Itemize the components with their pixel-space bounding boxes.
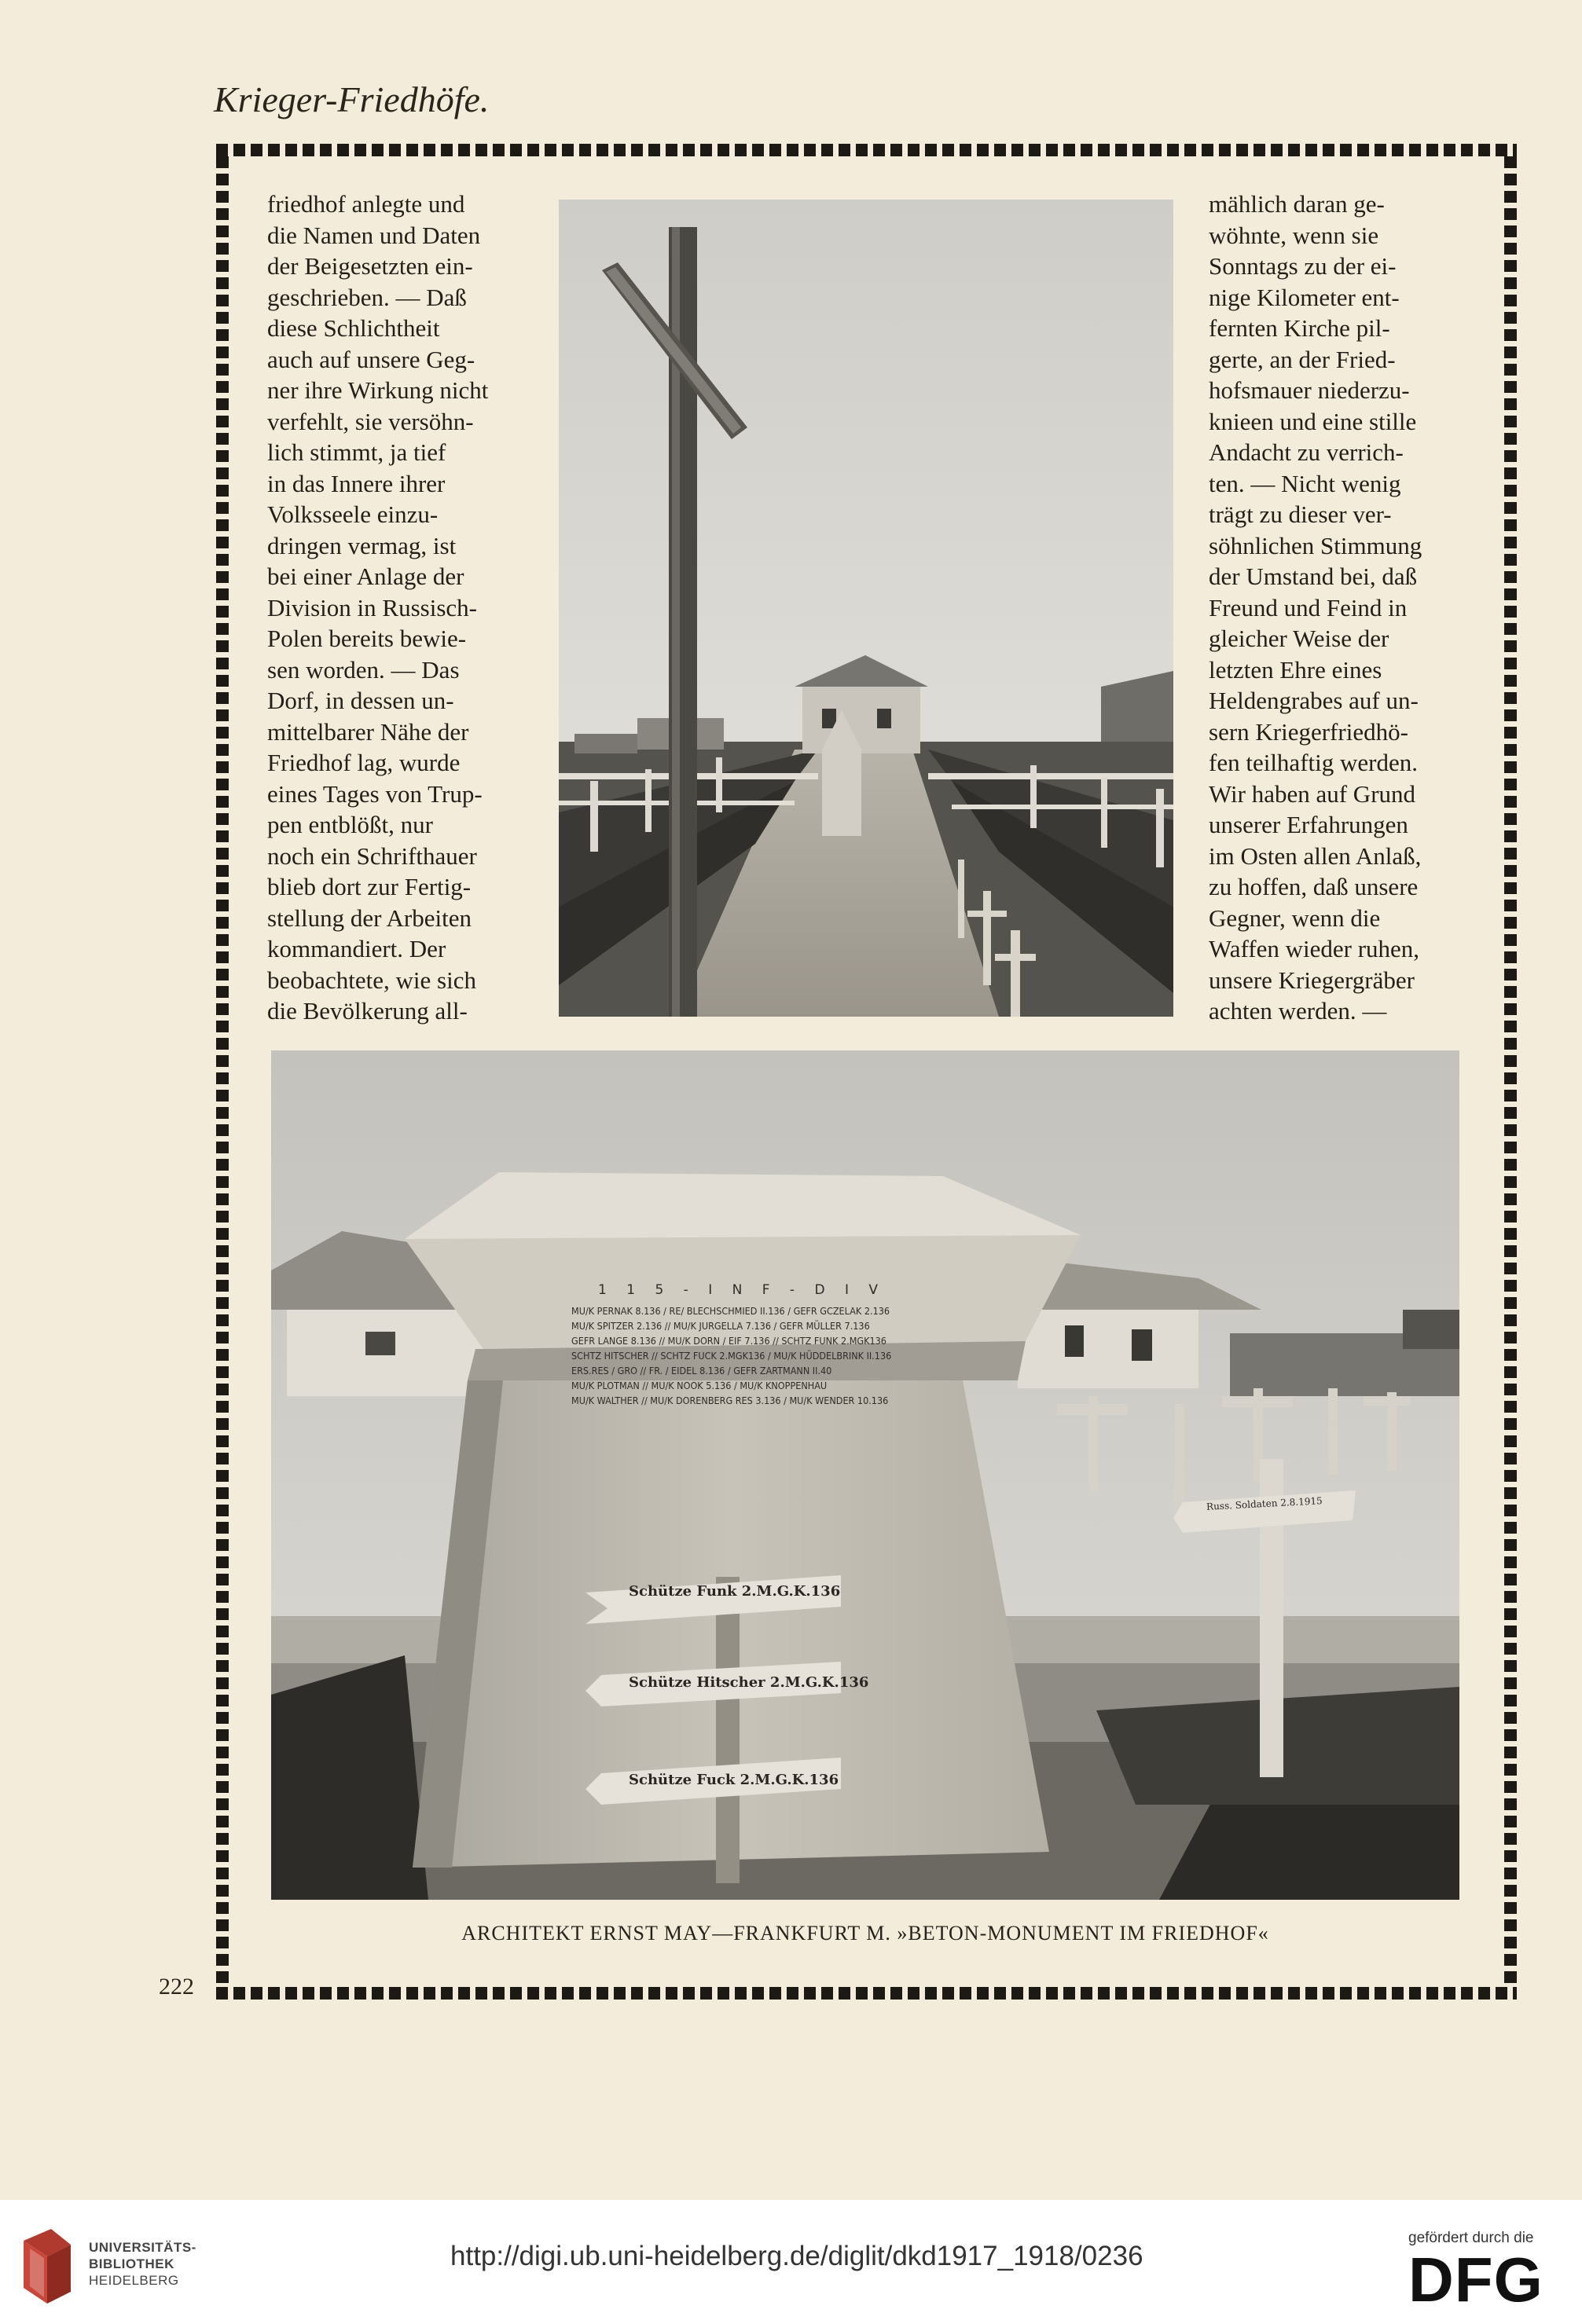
decorative-border-bottom bbox=[216, 1987, 1517, 2000]
text-line: fen teilhaftig werden. bbox=[1209, 749, 1418, 776]
photo-caption: ARCHITEKT ERNST MAY—FRANKFURT M. »BETON-MONUMENT IM FRIEDHOF« bbox=[461, 1922, 1269, 1945]
text-line: im Osten allen Anlaß, bbox=[1209, 841, 1422, 870]
document-url-link[interactable]: http://digi.ub.uni-heidelberg.de/diglit/dkd1917_1918/0236 bbox=[450, 2241, 1143, 2271]
text-line: dringen vermag, ist bbox=[267, 531, 457, 559]
grave-sign-3: Schütze Fuck 2.M.G.K.136 bbox=[629, 1772, 839, 1788]
text-line: nige Kilometer ent- bbox=[1209, 283, 1400, 311]
text-line: mittelbarer Nähe der bbox=[267, 717, 469, 746]
text-line: in das Innere ihrer bbox=[267, 469, 446, 497]
footer-bar bbox=[0, 2200, 1582, 2324]
text-line: knieen und eine stille bbox=[1209, 407, 1417, 435]
text-line: Dorf, in dessen un- bbox=[267, 687, 454, 714]
text-line: mählich daran ge- bbox=[1209, 190, 1385, 218]
text-line: hofsmauer niederzu- bbox=[1209, 376, 1410, 404]
text-line: trägt zu dieser ver- bbox=[1209, 500, 1392, 528]
text-line: auch auf unsere Geg- bbox=[267, 345, 475, 373]
text-line: der Umstand bei, daß bbox=[1209, 563, 1418, 590]
text-line: noch ein Schrifthauer bbox=[267, 841, 477, 870]
library-logo-icon bbox=[16, 2225, 79, 2311]
text-line: Andacht zu verrich- bbox=[1209, 438, 1404, 466]
text-line: die Bevölkerung all- bbox=[267, 997, 468, 1025]
text-line: unsere Kriegergräber bbox=[1209, 966, 1415, 994]
inscription-line: MU/K PERNAK 8.136 / RE/ BLECHSCHMIED II.136 / GEFR GCZELAK 2.136 bbox=[571, 1305, 890, 1317]
text-line: Division in Russisch- bbox=[267, 593, 477, 621]
text-line: Volksseele einzu- bbox=[267, 500, 439, 528]
monument-header-inscription: 1 1 5 - I N F - D I V bbox=[598, 1282, 886, 1298]
text-line: Gegner, wenn die bbox=[1209, 904, 1381, 932]
text-line: ner ihre Wirkung nicht bbox=[267, 376, 489, 404]
text-line: lich stimmt, ja tief bbox=[267, 438, 446, 466]
inscription-line: GEFR LANGE 8.136 // MU/K DORN / EIF 7.136 // SCHTZ FUNK 2.MGK136 bbox=[571, 1335, 886, 1347]
inscription-line: MU/K SPITZER 2.136 // MU/K JURGELLA 7.136 / GEFR MÜLLER 7.136 bbox=[571, 1320, 870, 1332]
text-line: bei einer Anlage der bbox=[267, 563, 464, 590]
text-line: sern Kriegerfriedhö- bbox=[1209, 717, 1408, 746]
text-line: diese Schlichtheit bbox=[267, 314, 440, 342]
page-number: 222 bbox=[159, 1974, 194, 2000]
cross-sign: Russ. Soldaten 2.8.1915 bbox=[1206, 1495, 1323, 1512]
text-line: Polen bereits bewie- bbox=[267, 625, 467, 652]
grave-sign-2: Schütze Hitscher 2.M.G.K.136 bbox=[629, 1674, 869, 1691]
text-line: geschrieben. — Daß bbox=[267, 283, 467, 311]
text-line: ten. — Nicht wenig bbox=[1209, 469, 1401, 497]
text-line: fernten Kirche pil- bbox=[1209, 314, 1390, 342]
inscription-line: MU/K WALTHER // MU/K DORENBERG RES 3.136 / MU/K WENDER 10.136 bbox=[571, 1395, 889, 1406]
text-line: letzten Ehre eines bbox=[1209, 655, 1382, 684]
text-line: gerte, an der Fried- bbox=[1209, 345, 1396, 373]
text-line: verfehlt, sie versöhn- bbox=[267, 407, 474, 435]
text-line: kommandiert. Der bbox=[267, 935, 446, 962]
text-line: unserer Erfahrungen bbox=[1209, 811, 1408, 838]
left-text-column bbox=[267, 189, 525, 1027]
text-line: söhnlichen Stimmung bbox=[1209, 531, 1422, 559]
text-line: beobachtete, wie sich bbox=[267, 966, 476, 994]
decorative-border-left bbox=[216, 156, 229, 1987]
text-line: gleicher Weise der bbox=[1209, 625, 1389, 652]
library-name-line: HEIDELBERG bbox=[89, 2273, 179, 2288]
text-line: der Beigesetzten ein- bbox=[267, 252, 473, 280]
monument-photo bbox=[271, 1050, 1459, 1900]
text-line: die Namen und Daten bbox=[267, 221, 481, 249]
grave-sign-1: Schütze Funk 2.M.G.K.136 bbox=[629, 1583, 841, 1600]
funded-by-label: gefördert durch die bbox=[1408, 2230, 1534, 2246]
dfg-logo: DFG bbox=[1408, 2245, 1543, 2315]
decorative-border-right bbox=[1504, 156, 1517, 1987]
text-line: blieb dort zur Fertig- bbox=[267, 873, 472, 900]
library-name-line: BIBLIOTHEK bbox=[89, 2256, 174, 2271]
monument-name-list bbox=[571, 1303, 1011, 1408]
text-line: Sonntags zu der ei- bbox=[1209, 252, 1397, 280]
text-line: sen worden. — Das bbox=[267, 655, 460, 684]
inscription-line: MU/K PLOTMAN // MU/K NOOK 5.136 / MU/K KNOPPENHAU bbox=[571, 1380, 828, 1391]
cemetery-photo bbox=[559, 200, 1173, 1017]
text-line: wöhnte, wenn sie bbox=[1209, 221, 1379, 249]
text-line: Friedhof lag, wurde bbox=[267, 749, 461, 776]
library-name-line: UNIVERSITÄTS- bbox=[89, 2240, 196, 2255]
text-line: achten werden. — bbox=[1209, 997, 1387, 1025]
text-line: Heldengrabes auf un- bbox=[1209, 687, 1419, 714]
text-line: eines Tages von Trup- bbox=[267, 779, 483, 808]
text-line: friedhof anlegte und bbox=[267, 190, 465, 218]
text-line: Waffen wieder ruhen, bbox=[1209, 935, 1420, 962]
library-name bbox=[89, 2239, 196, 2289]
text-line: zu hoffen, daß unsere bbox=[1209, 873, 1419, 900]
inscription-line: SCHTZ HITSCHER // SCHTZ FUCK 2.MGK136 / MU/K HÜDDELBRINK II.136 bbox=[571, 1350, 892, 1362]
text-line: pen entblößt, nur bbox=[267, 811, 433, 838]
running-head: Krieger-Friedhöfe. bbox=[214, 79, 490, 119]
decorative-border-top bbox=[216, 144, 1517, 156]
inscription-line: ERS.RES / GRO // FR. / EIDEL 8.136 / GEFR ZARTMANN II.40 bbox=[571, 1365, 832, 1376]
text-line: Freund und Feind in bbox=[1209, 593, 1408, 621]
text-line: stellung der Arbeiten bbox=[267, 904, 472, 932]
right-text-column bbox=[1209, 189, 1462, 1027]
text-line: Wir haben auf Grund bbox=[1209, 779, 1416, 808]
